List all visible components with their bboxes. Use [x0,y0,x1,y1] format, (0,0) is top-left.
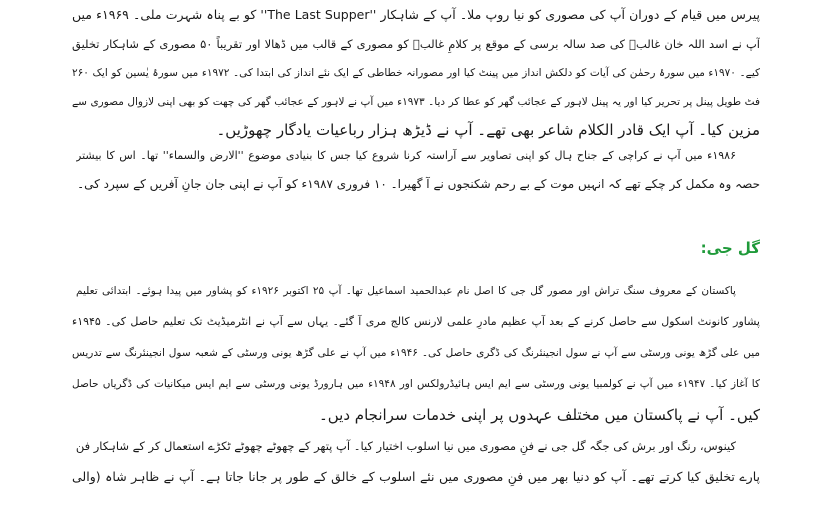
text-line: ۱۹۸۶ء میں آپ نے کراچی کے جناح ہال کو اپنی تصاویر سے آراستہ کرنا شروع کیا جس کا بنیادی موضوع ''الارض والسماء'' تھا۔ اس کا بیشتر [76,149,736,162]
text-line: مزین کیا۔ آپ ایک قادر الکلام شاعر بھی تھے۔ آپ نے ڈیڑھ ہزار رباعیات یادگار چھوڑیں۔ [216,121,760,139]
text-line: کیے۔ ۱۹۷۰ء میں سورۂ رحمٰن کی آیات کو دلکش انداز میں پینٹ کیا اور مصورانہ خطاطی کے ایک نئے انداز کی ابتدا کی۔ ۱۹۷۲ء میں سورۂ یٰسین کو ایک ۲۶۰ [72,67,760,79]
section-heading-gulgee: گل جی: [700,239,760,257]
text-line: فٹ طویل پینل پر تحریر کیا اور یہ پینل لاہور کے عجائب گھر کو عطا کر دیا۔ ۱۹۷۳ء میں آپ نے لاہور کے عجائب گھر کی چھت کو بھی اپنی لازوال مصوری سے [72,96,760,108]
text-line: پارے تخلیق کیا کرتے تھے۔ آپ کو دنیا بھر میں فنِ مصوری میں نئے اسلوب کے خالق کے طور پر جانا جاتا ہے۔ آپ نے ظاہر شاہ (والی [72,469,760,484]
text-line: کینوس، رنگ اور برش کی جگہ گل جی نے فنِ مصوری میں نیا اسلوب اختیار کیا۔ آپ پتھر کے چھوٹے چھوٹے ٹکڑے استعمال کر کے شاہکار فن [76,439,736,453]
text-line: پشاور کانونٹ اسکول سے حاصل کرنے کے بعد آپ عظیم مادرِ علمی لارنس کالج مری آ گئے۔ یہاں سے آپ نے انٹرمیڈیٹ تک تعلیم حاصل کی۔ ۱۹۴۵ء [72,315,760,328]
text-line: کا آغاز کیا۔ ۱۹۴۷ء میں آپ نے کولمبیا یونی ورسٹی سے ایم ایس ہائیڈرولکس اور ۱۹۴۸ء میں ہارورڈ یونی ورسٹی سے ایم ایس میکانیات کی ڈگریاں حاصل [72,378,760,390]
text-line: آپ نے اسد اللہ خان غالبؔ کی صد سالہ برسی کے موقع پر کلامِ غالبؔ کو مصوری کے قالب میں ڈھالا اور تقریباً ۵۰ مصوری کے شاہکار تخلیق [72,37,760,51]
text-line: حصہ وہ مکمل کر چکے تھے کہ انہیں موت کے بے رحم شکنجوں نے آ گھیرا۔ ۱۰ فروری ۱۹۸۷ء کو آپ نے اپنی جان جانِ آفریں کے سپرد کی۔ [77,177,760,191]
text-line: پیرس میں قیام کے دوران آپ کی مصوری کو نیا روپ ملا۔ آپ کے شاہکار ''The Last Supper'' کو بے پناہ شہرت ملی۔ ۱۹۶۹ء میں [72,7,760,22]
text-line: میں علی گڑھ یونی ورسٹی سے آپ نے سول انجینئرنگ کی ڈگری حاصل کی۔ ۱۹۴۶ء میں آپ نے علی گڑھ یونی ورسٹی کے شعبہ سول انجینئرنگ سے تدریس [72,347,760,359]
text-line: پاکستان کے معروف سنگ تراش اور مصور گل جی کا اصل نام عبدالحمید اسماعیل تھا۔ آپ ۲۵ اکتوبر ۱۹۲۶ء کو پشاور میں پیدا ہوئے۔ ابتدائی تعلیم [76,285,736,297]
text-line: کیں۔ آپ نے پاکستان میں مختلف عہدوں پر اپنی خدمات سرانجام دیں۔ [318,406,760,424]
